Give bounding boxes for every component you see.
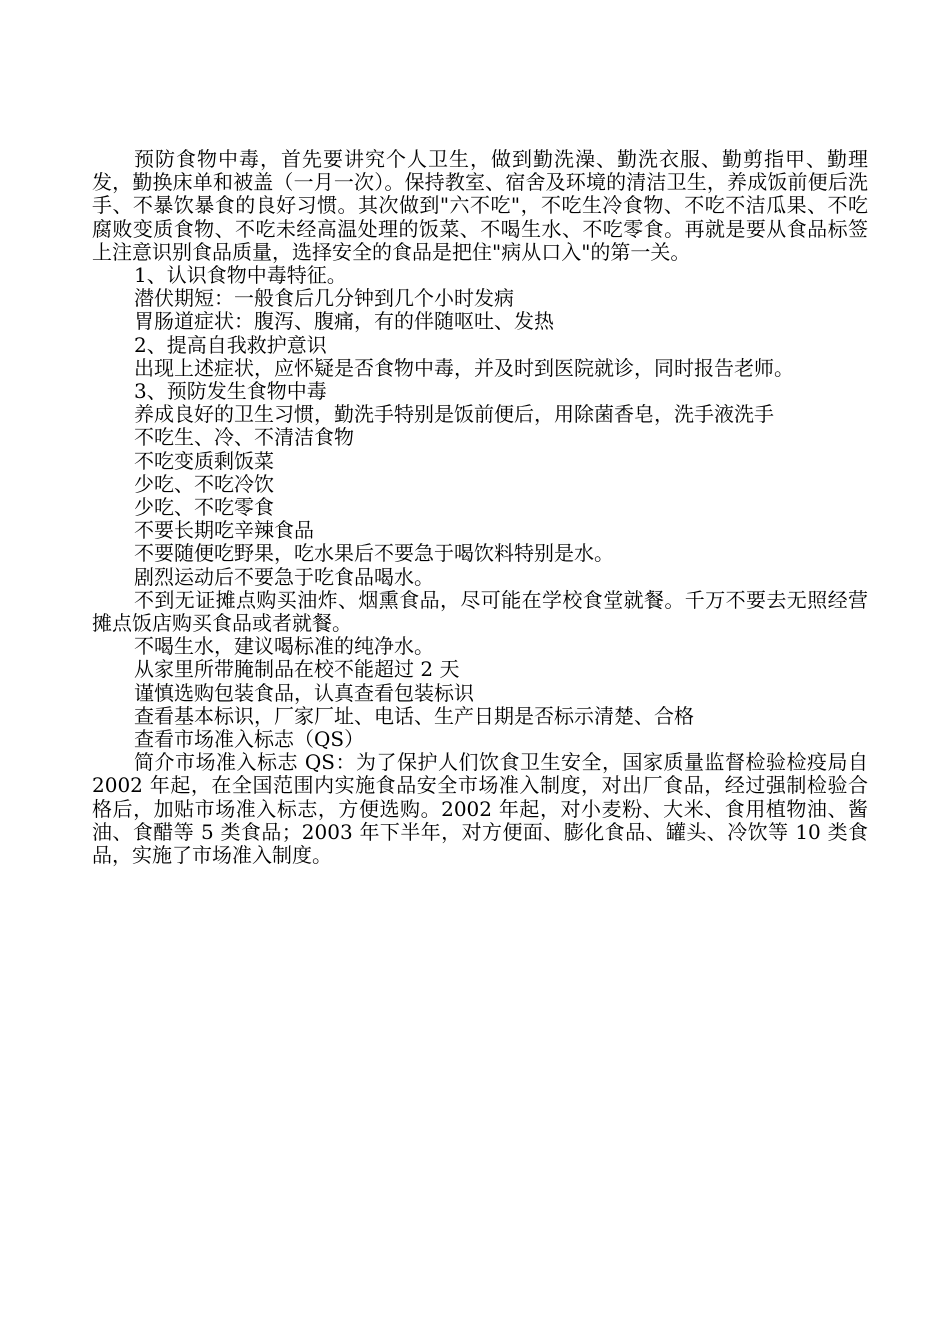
body-line: 不吃生、冷、不清洁食物 — [134, 425, 354, 450]
body-line: 不要随便吃野果，吃水果后不要急于喝饮料特别是水。 — [134, 541, 614, 566]
section-heading-3: 3、预防发生食物中毒 — [134, 379, 327, 404]
body-line: 谨慎选购包装食品，认真查看包装标识 — [134, 680, 474, 705]
body-line: 出现上述症状，应怀疑是否食物中毒，并及时到医院就诊，同时报告老师。 — [134, 355, 794, 380]
body-paragraph: 不到无证摊点购买油炸、烟熏食品，尽可能在学校食堂就餐。千万不要去无照经营摊点饭店购买食品或者就餐。 — [92, 587, 868, 636]
body-line: 不喝生水，建议喝标准的纯净水。 — [134, 634, 434, 659]
body-line: 不要长期吃辛辣食品 — [134, 518, 314, 543]
body-line: 少吃、不吃冷饮 — [134, 471, 274, 496]
body-line: 少吃、不吃零食 — [134, 495, 274, 520]
body-line: 剧烈运动后不要急于吃食品喝水。 — [134, 564, 434, 589]
body-line: 养成良好的卫生习惯，勤洗手特别是饭前便后，用除菌香皂，洗手液洗手 — [134, 402, 774, 427]
body-line: 查看基本标识，厂家厂址、电话、生产日期是否标示清楚、合格 — [134, 703, 694, 728]
section-heading-2: 2、提高自我救护意识 — [134, 332, 327, 357]
body-line: 潜伏期短：一般食后几分钟到几个小时发病 — [134, 286, 514, 311]
body-line: 胃肠道症状：腹泻、腹痛，有的伴随呕吐、发热 — [134, 309, 554, 334]
document-body — [92, 148, 868, 867]
body-line: 从家里所带腌制品在校不能超过 2 天 — [134, 657, 460, 682]
body-line: 不吃变质剩饭菜 — [134, 448, 274, 473]
qs-intro-paragraph: 简介市场准入标志 QS：为了保护人们饮食卫生安全，国家质量监督检验检疫局自 2002 年起，在全国范围内实施食品安全市场准入制度，对出厂食品，经过强制检验合格后，加贴市场准入标志，方便选购。2002 年起，对小麦粉、大米、食用植物油、酱油、食醋等 5 类食品；2003 年下半年，对方便面、膨化食品、罐头、冷饮等 10 类食品，实施了市场准入制度。 — [92, 750, 868, 868]
body-line: 查看市场准入标志（QS） — [134, 727, 365, 752]
intro-paragraph: 预防食物中毒，首先要讲究个人卫生，做到勤洗澡、勤洗衣服、勤剪指甲、勤理发，勤换床单和被盖（一月一次）。保持教室、宿舍及环境的清洁卫生，养成饭前便后洗手、不暴饮暴食的良好习惯。其次做到"六不吃"，不吃生冷食物、不吃不洁瓜果、不吃腐败变质食物、不吃未经高温处理的饭菜、不喝生水、不吃零食。再就是要从食品标签上注意识别食品质量，选择安全的食品是把住"病从口入"的第一关。 — [92, 147, 868, 264]
section-heading-1: 1、认识食物中毒特征。 — [134, 263, 347, 288]
